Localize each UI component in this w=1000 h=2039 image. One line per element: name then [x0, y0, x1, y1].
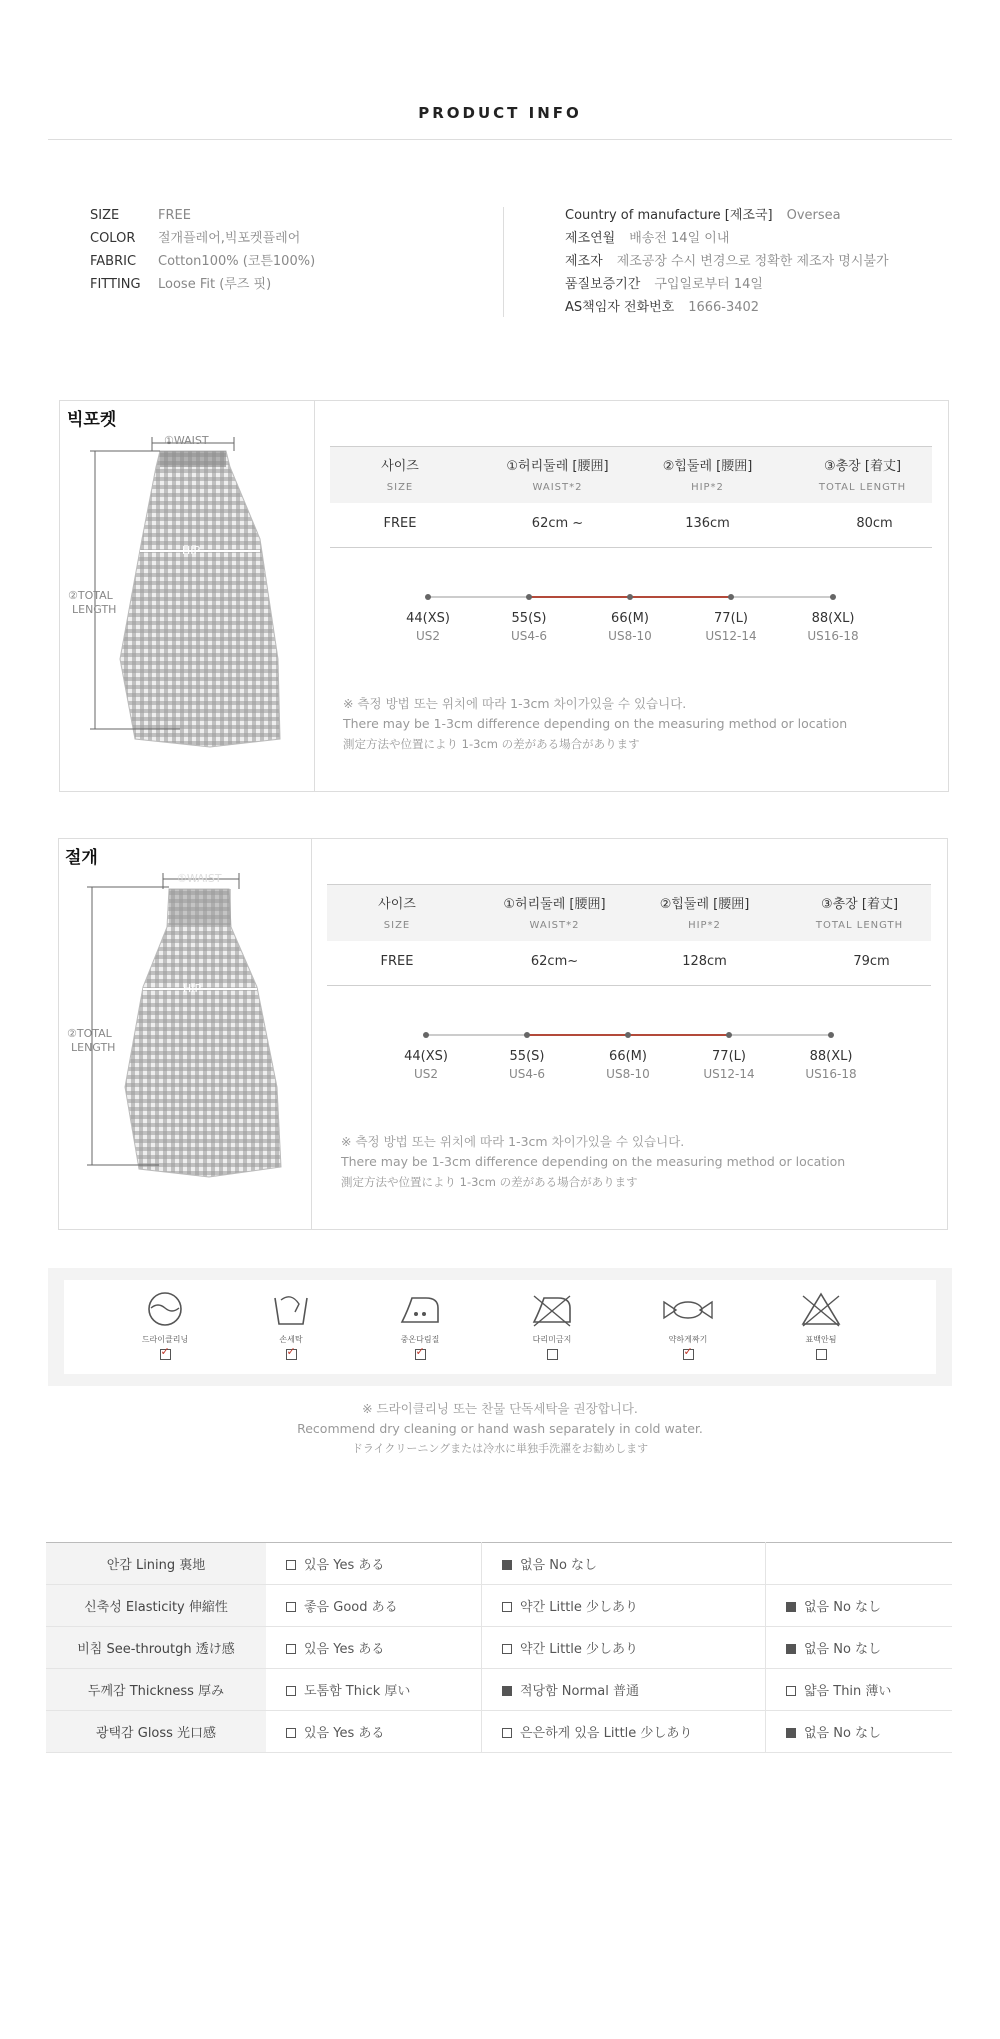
info-row: AS책임자 전화번호 1666-3402 [565, 300, 760, 315]
scale-dot [625, 1032, 631, 1038]
care-checkbox[interactable] [415, 1349, 426, 1360]
table-row: 광택감 Gloss 光口感 있음 Yes ある 은은하게 있음 Little 少しあり 없음 No なし [46, 1711, 952, 1753]
info-row: Country of manufacture [제조국] Oversea [565, 208, 841, 223]
scale-dot [627, 594, 633, 600]
scale-dot [828, 1032, 834, 1038]
table-cell: 62cm~ [530, 954, 579, 969]
size-box-cutline: 절개 ①WAIST HIP ②TOTAL LENGTH 사이즈 ①허리둘레 [腰囲] ②힙둘레 [腰囲] ③총장 [着丈] SIZE WAIST*2 HIP*2 TOTAL LENGTH FREE 62cm~ 128cm 79cm 44(XS) 55(S) 66(M) 77(L) 88(XL) US2 US4-6 US8-10 US12-14 US16-18 ※ 측정 방법 또는 위치에 따라 1-3cm 차이가있을 수 있습니다. There may be 1-3cm difference depending on the measuring method or location 測定方法や位置により 1-3cm の差がある場合があります [58, 838, 948, 1230]
info-row: FABRIC Cotton100% (코튼100%) [90, 254, 316, 269]
care-item: 약하게짜기 ✓ [643, 1290, 733, 1364]
option-checkbox[interactable] [502, 1560, 512, 1570]
scale-dot [726, 1032, 732, 1038]
option-checkbox[interactable] [502, 1644, 512, 1654]
size-note: ※ 측정 방법 또는 위치에 따라 1-3cm 차이가있을 수 있습니다. There may be 1-3cm difference depending on the measuring method or location 測定方法や位置により 1-3cm の差がある場合があります [343, 696, 848, 751]
info-row: FITTING Loose Fit (루즈 핏) [90, 277, 272, 292]
care-checkbox[interactable] [160, 1349, 171, 1360]
table-cell: 79cm [853, 954, 890, 969]
table-row: 안감 Lining 裏地 있음 Yes ある 없음 No なし [46, 1543, 952, 1585]
info-divider [503, 207, 504, 317]
info-row: 제조연월 배송전 14일 이내 [565, 231, 730, 246]
option-checkbox[interactable] [502, 1602, 512, 1612]
info-row: SIZE FREE [90, 208, 191, 223]
size-box-bigpocket: 빅포켓 ①WAIST HIP ②TOTAL LENGTH 사이즈 ①허리둘레 [腰囲] ②힙둘레 [腰囲] ③총장 [着丈] SIZE WAIST*2 HIP*2 TOTAL LENGTH FREE 62cm ~ 136cm 80cm 44(XS) 55(S) 66(M) 77(L) 88(XL) US2 US4-6 US8-10 US12-14 US16-18 ※ 측정 방법 또는 위치에 따라 1-3cm 차이가있을 수 있습니다. There may be 1-3cm difference depending on the measuring method or location 測定方法や位置により 1-3cm の差がある場合があります [59, 400, 949, 792]
info-row: 제조자 제조공장 수시 변경으로 정확한 제조자 명시불가 [565, 254, 889, 269]
option-checkbox[interactable] [786, 1644, 796, 1654]
info-row: 품질보증기간 구입일로부터 14일 [565, 277, 763, 292]
care-checkbox[interactable] [547, 1349, 558, 1360]
care-item: 드라이클리닝 ✓ [120, 1290, 210, 1364]
weak-wash-icon [660, 1290, 716, 1328]
table-cell: 62cm ~ [531, 516, 584, 531]
scale-dot [728, 594, 734, 600]
table-cell: 80cm [856, 516, 893, 531]
size-note: ※ 측정 방법 또는 위치에 따라 1-3cm 차이가있을 수 있습니다. There may be 1-3cm difference depending on the measuring method or location 測定方法や位置により 1-3cm の差がある場合があります [341, 1134, 846, 1189]
size-box-label: 빅포켓 [67, 410, 117, 430]
size-box-label: 절개 [65, 848, 98, 868]
info-right [565, 204, 889, 319]
care-item: 표백안됨 [776, 1290, 866, 1364]
divider [48, 139, 952, 140]
table-row: 신축성 Elasticity 伸縮性 좋음 Good ある 약간 Little 少しあり 없음 No なし [46, 1585, 952, 1627]
option-checkbox[interactable] [286, 1686, 296, 1696]
info-row: COLOR 절개플레어,빅포켓플레어 [90, 231, 301, 246]
care-checkbox[interactable] [816, 1349, 827, 1360]
fabric-properties-table [46, 1542, 952, 1753]
table-row: 두께감 Thickness 厚み 도톰함 Thick 厚い 적당함 Normal 普通 얇음 Thin 薄い [46, 1669, 952, 1711]
option-checkbox[interactable] [502, 1686, 512, 1696]
care-item: 다리미금지 [507, 1290, 597, 1364]
hand-wash-icon [269, 1290, 313, 1328]
table-cell: 128cm [682, 954, 727, 969]
scale-dot [425, 594, 431, 600]
scale-dot [524, 1032, 530, 1038]
option-checkbox[interactable] [786, 1602, 796, 1612]
iron-icon [398, 1290, 442, 1328]
page-title: PRODUCT INFO [418, 104, 582, 122]
skirt-diagram: 빅포켓 ①WAIST HIP ②TOTAL LENGTH [60, 401, 315, 791]
skirt-diagram: 절개 ①WAIST HIP ②TOTAL LENGTH [59, 839, 312, 1229]
table-row: 비침 See-throutgh 透け感 있음 Yes ある 약간 Little 少しあり 없음 No なし [46, 1627, 952, 1669]
option-checkbox[interactable] [286, 1560, 296, 1570]
no-bleach-icon [799, 1290, 843, 1328]
option-checkbox[interactable] [786, 1686, 796, 1696]
dry-clean-icon [143, 1290, 187, 1328]
wash-note: ※ 드라이클리닝 또는 찬물 단독세탁을 권장합니다. Recommend dry cleaning or hand wash separately in cold water. ドライクリーニングまたは冷水に単独手洗濯をお勧めします [297, 1401, 703, 1455]
care-item: 중온다림질 ✓ [375, 1290, 465, 1364]
scale-dot [526, 594, 532, 600]
info-left [90, 204, 315, 296]
care-checkbox[interactable] [286, 1349, 297, 1360]
table-cell: FREE [383, 516, 417, 531]
option-checkbox[interactable] [286, 1644, 296, 1654]
table-cell: FREE [380, 954, 414, 969]
care-item: 손세탁 ✓ [246, 1290, 336, 1364]
option-checkbox[interactable] [286, 1728, 296, 1738]
option-checkbox[interactable] [786, 1728, 796, 1738]
no-iron-icon [530, 1290, 574, 1328]
care-checkbox[interactable] [683, 1349, 694, 1360]
option-checkbox[interactable] [286, 1602, 296, 1612]
scale-dot [423, 1032, 429, 1038]
scale-dot [830, 594, 836, 600]
table-cell: 136cm [685, 516, 730, 531]
option-checkbox[interactable] [502, 1728, 512, 1738]
